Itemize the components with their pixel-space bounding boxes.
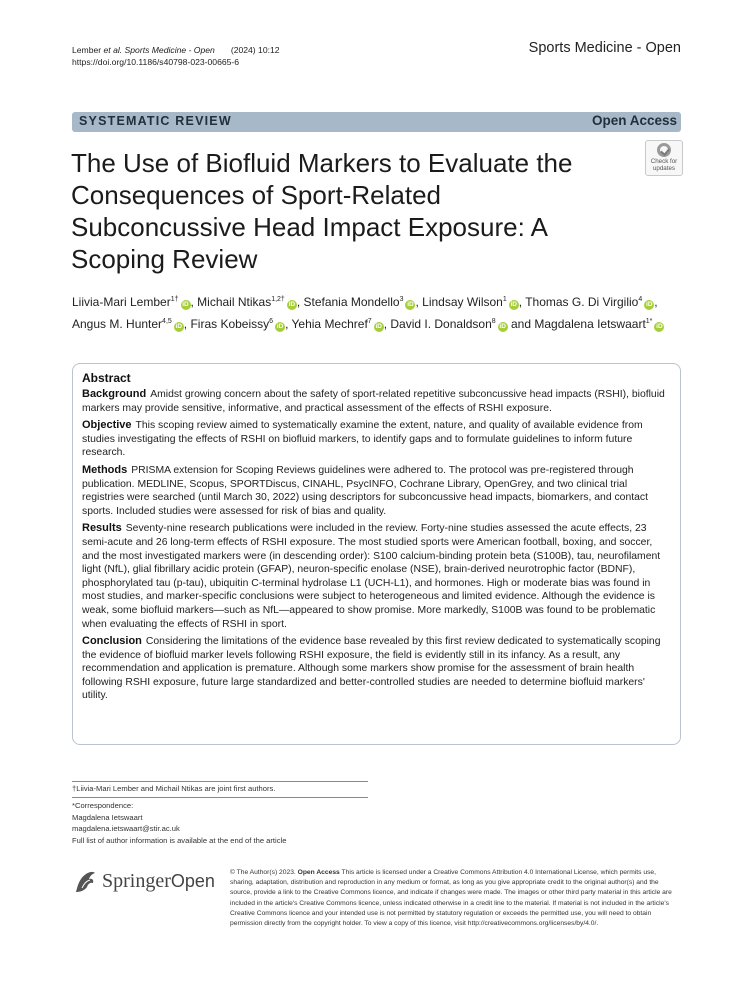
citation-year: (2024) 10:12: [230, 45, 280, 55]
author-affiliation: 4,5: [162, 318, 172, 325]
orcid-icon[interactable]: iD: [499, 323, 506, 330]
author-separator: ,: [415, 295, 423, 309]
section-label: Background: [82, 388, 147, 400]
author-separator: ,: [296, 295, 304, 309]
author-name: Stefania Mondello: [303, 295, 400, 309]
section-text: PRISMA extension for Scoping Reviews guidelines were adhered to. The protocol was pre-registered through publication. MEDLINE, Scopus, SPORTDiscus, CINAHL, PsycINFO, Cochrane Library, OpenGrey, and two clinical trial registries were searched (until March 30, 2022) using descriptors for subconcussive head impacts, biomarkers, and contact sports. Included studies were assessed for risk of bias and quality.: [82, 464, 648, 517]
author-affiliation: 1*: [645, 318, 653, 325]
orcid-icon[interactable]: iD: [175, 323, 183, 330]
author-affiliation: 1,2†: [271, 296, 285, 303]
correspondence-label: *Correspondence:: [72, 801, 134, 810]
section-label: Results: [82, 522, 122, 535]
author-separator: ,: [383, 317, 391, 331]
author-name: Angus M. Hunter: [72, 317, 163, 331]
article-type-banner: [72, 112, 681, 132]
author-affiliation: 8: [491, 318, 496, 325]
article-type: SYSTEMATIC REVIEW: [79, 114, 232, 128]
copyright: © The Author(s) 2023.: [230, 869, 296, 876]
author-separator: ,: [190, 295, 198, 309]
publisher-suffix: Open: [170, 871, 215, 891]
author-name: Firas Kobeissy: [190, 317, 270, 331]
license-text: This article is licensed under a Creative Commons Attribution 4.0 International License, which permits use, sharing, adaptation, distribution and reproduction in any medium or format, as long as you give appropriate credit to the original author(s) and the source, provide a link to the Creative Commons licence, and indicate if changes were made. The images or other third party material in this article are included in the article's Creative Commons licence, unless indicated otherwise in a credit line to the material. If material is not included in the article's Creative Commons licence and your intended use is not permitted by statutory regulation or exceeds the permitted use, you will need to obtain permission directly from the copyright holder. To view a copy of this licence, visit: [230, 869, 672, 928]
publisher-name: Springer: [102, 870, 171, 892]
author-info-note: Full list of author information is available at the end of the article: [72, 835, 287, 845]
springer-horse-icon: [72, 868, 98, 896]
orcid-icon[interactable]: iD: [375, 323, 382, 330]
author-name: Michail Ntikas: [197, 295, 272, 309]
author-name: David I. Donaldson: [390, 317, 492, 331]
author-name: Magdalena Ietswaart: [534, 317, 646, 331]
author-name: Liivia-Mari Lember: [72, 295, 171, 309]
correspondence-email[interactable]: magdalena.ietswaart@stir.ac.uk: [72, 824, 180, 834]
author-name: Lindsay Wilson: [422, 295, 503, 309]
author-affiliation: 7: [367, 318, 372, 325]
author-separator: ,: [183, 317, 191, 331]
license-statement: [230, 868, 681, 929]
orcid-icon[interactable]: iD: [276, 323, 284, 330]
author-separator: ,: [518, 295, 526, 309]
section-text: Considering the limitations of the evidence base revealed by this first review dedicated to systematically scoping the evidence of biofluid marker levels following RSHI exposure, the field is evidently still in its infancy. As a result, any recommendation and application is premature. Although some markers show promise for the assessment of brain health following RSHI exposure, future large standardized and better-controlled studies are needed to determine biofluid markers' utility.: [82, 636, 661, 702]
author-affiliation: 1: [502, 296, 507, 303]
check-updates-icon: [657, 143, 671, 157]
abstract-background: [82, 388, 671, 415]
author-name: Yehia Mechref: [291, 317, 368, 331]
check-updates-line2: updates: [652, 165, 676, 172]
orcid-icon[interactable]: iD: [288, 301, 296, 308]
author-affiliation: 6: [269, 318, 274, 325]
abstract-methods: [82, 464, 671, 518]
open-access-label: Open Access: [591, 113, 677, 128]
abstract-conclusion: [82, 635, 671, 703]
author-separator: ,: [654, 295, 658, 309]
author-separator: and: [507, 317, 535, 331]
citation-journal: et al. Sports Medicine - Open: [103, 45, 215, 55]
orcid-icon[interactable]: iD: [407, 301, 414, 308]
license-end: .: [596, 920, 599, 928]
correspondence-name: Magdalena Ietswaart: [72, 812, 143, 822]
section-text: Seventy-nine research publications were included in the review. Forty-nine studies assessed the acute effects, 23 semi-acute and 26 long-term effects of RSHI exposure. The most studied sports were American football, boxing, and soccer, and the most investigated markers were (in descending order): S100 calcium-binding protein beta (S100B), tau, neurofilament light (NfL), glial fibrillary acidic protein (GFAP), neuron-specific enolase (NSE), brain-derived neurotrophic factor (BDNF), phosphorylated tau (p-tau), ubiquitin C-terminal hydrolase L1 (UCH-L1), and hormones. High or moderate bias was found in most studies, and marker-specific conclusions were subject to heterogeneous and limited evidence. Although the evidence is weak, some biofluid markers—such as NfL—appeared to show promise. More markedly, S100B was found to be problematic when evaluating the effects of RSHI in sport.: [82, 523, 661, 630]
running-header-citation: [72, 44, 280, 68]
author-name: Thomas G. Di Virgilio: [525, 295, 639, 309]
orcid-icon[interactable]: iD: [646, 301, 653, 308]
section-text: Amidst growing concern about the safety of sport-related repetitive subconcussive head impacts (RSHI), biofluid markers may provide sensitive, informative, and practical assessment of the effects of RSHI exposure.: [82, 389, 665, 414]
article-title: The Use of Biofluid Markers to Evaluate the Consequences of Sport-Related Subconcussive Head Impact Exposure: A Scoping Review: [71, 148, 573, 274]
author-affiliation: 3: [399, 296, 404, 303]
abstract-results: [82, 522, 671, 631]
footnote-divider: [72, 781, 368, 782]
abstract-heading: Abstract: [82, 371, 131, 385]
abstract-objective: [82, 419, 671, 460]
license-url[interactable]: http://creativecommons.org/licenses/by/4.0/: [467, 920, 597, 928]
section-label: Methods: [82, 463, 128, 476]
doi-link[interactable]: https://doi.org/10.1186/s40798-023-00665-6: [72, 57, 240, 67]
check-updates-line1: Check for: [650, 158, 678, 165]
joint-authors-footnote: †Liivia-Mari Lember and Michail Ntikas are joint first authors.: [72, 784, 276, 793]
abstract-box: [72, 363, 681, 745]
journal-name: Sports Medicine - Open: [528, 40, 681, 56]
check-for-updates-badge[interactable]: [645, 140, 683, 176]
orcid-icon[interactable]: iD: [510, 301, 517, 308]
section-text: This scoping review aimed to systematically examine the extent, nature, and quality of available evidence from studies investigating the effects of RSHI on biofluid markers, to identify gaps and to formulate guidelines to inform future research.: [82, 420, 643, 459]
orcid-icon[interactable]: iD: [182, 301, 189, 308]
section-label: Conclusion: [82, 635, 142, 648]
footnote-divider: [72, 797, 368, 798]
section-label: Objective: [82, 419, 132, 432]
author-affiliation: 1†: [170, 296, 179, 303]
author-list: [72, 290, 684, 334]
citation-authors: Lember: [72, 45, 102, 55]
orcid-icon[interactable]: iD: [656, 323, 663, 330]
author-separator: ,: [285, 317, 292, 331]
author-affiliation: 4: [638, 296, 643, 303]
license-open-access: Open Access: [297, 869, 340, 876]
correspondence-block: [72, 800, 286, 846]
